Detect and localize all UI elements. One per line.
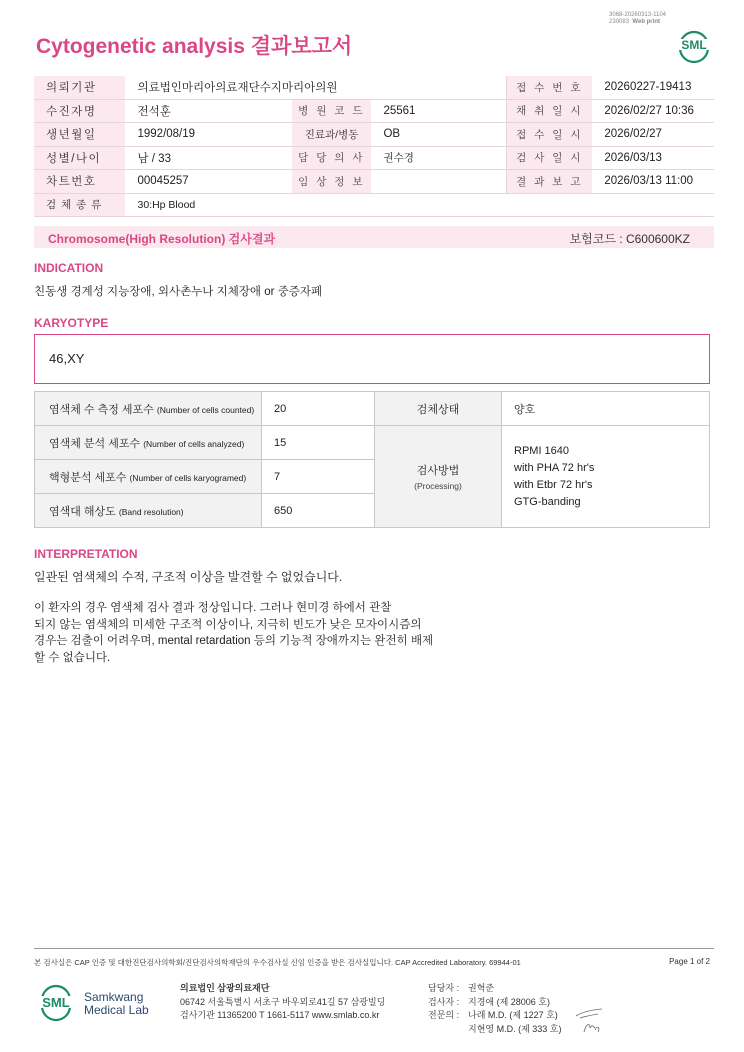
info-value: 의료법인마리아의료재단수지마리아의원 [125,76,506,99]
row-value: 7 [262,460,375,494]
test-name: Chromosome(High Resolution) 검사결과 [48,232,276,246]
info-value: 2026/02/27 10:36 [592,99,714,123]
insurance-code: 보험코드 : C600600KZ [569,232,690,246]
info-value: 20260227-19413 [592,76,714,99]
row-label [35,392,262,426]
method-value [502,426,710,528]
signature-mark [574,1008,606,1034]
row-value: 20 [262,392,375,426]
report-title: Cytogenetic analysis 결과보고서 [36,35,353,58]
accreditation-note: 본 검사실은 CAP 인증 및 대한진단검사의학회/진단검사의학재단의 우수검사실 신임 인증을 받은 검사실입니다. CAP Accredited Laboratory. 69944-01 [34,958,521,967]
info-value: 2026/03/13 11:00 [592,170,714,194]
row-label-en: (Number of cells analyzed) [143,438,245,449]
info-value: 25561 [371,99,505,123]
document-code-line1: 3068-20260313-1104 [609,12,666,18]
row-label [35,426,262,460]
indication-text: 친동생 경계성 지능장애, 외사촌누나 지체장애 or 중증자폐 [34,286,323,298]
info-value: 00045257 [125,170,291,194]
interpretation-heading: INTERPRETATION [34,547,138,561]
info-label: 수진자명 [34,99,125,123]
info-value: 30:Hp Blood [125,193,714,217]
row-label-en: (Number of cells karyogramed) [129,472,247,483]
page-number: Page 1 of 2 [669,957,710,966]
row-label-en: (Number of cells counted) [156,404,255,415]
interpretation-line: 할 수 없습니다. [34,651,111,664]
interpretation-line: 되지 않는 염색체의 미세한 구조적 이상이나, 지극히 빈도가 낮은 모자이시즘의 [34,618,422,631]
interpretation-paragraph [34,600,474,666]
info-label: 차트번호 [34,170,125,194]
staff-signature-block [428,982,561,1036]
info-row [34,99,714,123]
row-label-ko: 염색체 분석 세포수 [49,437,141,450]
method-label-en: (Processing) [414,481,462,491]
row-label [35,494,262,528]
svg-text:SML: SML [42,995,70,1010]
web-print-label: Web print [632,19,660,25]
row-label-ko: 핵형분석 세포수 [49,471,127,484]
info-label: 생년월일 [34,123,125,147]
info-row [34,76,714,99]
row-value: 15 [262,426,375,460]
specimen-status-value: 양호 [502,392,710,426]
staff-line: 전문의 : 나래 M.D. (제 1227 호) [428,1010,558,1020]
info-label: 접 수 번 호 [506,76,592,99]
document-code-line2: 230083 [609,19,630,25]
info-label: 병 원 코 드 [292,99,372,123]
row-label-en: (Band resolution) [118,506,184,517]
method-label [375,426,502,528]
indication-heading: INDICATION [34,261,104,275]
table-row [35,392,710,426]
info-label: 검 사 일 시 [506,146,592,170]
info-label: 임 상 정 보 [292,170,372,194]
row-label-ko: 염색체 수 측정 세포수 [49,403,154,416]
interpretation-line: 이 환자의 경우 염색체 검사 결과 정상입니다. 그러나 현미경 하에서 관찰 [34,602,392,614]
info-value: 2026/03/13 [592,146,714,170]
staff-line: 담당자 : 권혁준 [428,983,495,993]
info-value: OB [371,123,505,147]
info-value: 남 / 33 [125,146,291,170]
info-value: 권수경 [371,146,505,170]
lab-contact: 검사기관 11365200 T 1661-5117 www.smlab.co.kr [180,1010,380,1020]
row-value: 650 [262,494,375,528]
interpretation-summary: 일관된 염색체의 수적, 구조적 이상을 발견할 수 없었습니다. [34,570,343,584]
method-label-ko: 검사방법 [416,465,460,477]
lab-org-name: 의료법인 삼광의료재단 [180,983,270,993]
info-row [34,146,714,170]
info-value: 1992/08/19 [125,123,291,147]
interpretation-line: 경우는 검출이 어려우며, mental retardation 등의 기능적 장애까지는 완전히 배제 [34,635,434,647]
table-row [35,426,710,460]
info-label: 진료과/병동 [292,123,372,147]
logo-text: SML [681,38,707,52]
info-row [34,170,714,194]
lab-address: 06742 서울특별시 서초구 바우뫼로41길 57 삼광빌딩 [180,996,386,1007]
specimen-status-label: 검체상태 [375,392,502,426]
info-value: 전석훈 [125,99,291,123]
karyotype-value: 46,XY [49,351,85,366]
karyotype-box [34,334,710,384]
info-label: 의뢰기관 [34,76,125,99]
lab-address-block [180,982,385,1023]
info-label: 검 체 종 류 [34,193,125,217]
staff-line: 지현영 M.D. (제 333 호) [468,1023,562,1034]
method-line: RPMI 1640 [514,444,570,457]
patient-info-table [34,76,714,217]
info-label: 성별/나이 [34,146,125,170]
info-row [34,123,714,147]
info-value [371,170,505,194]
method-line: with PHA 72 hr's [514,461,595,474]
info-value: 2026/02/27 [592,123,714,147]
info-label: 채 취 일 시 [506,99,592,123]
lab-name-line2: Medical Lab [84,1003,149,1017]
cell-count-table [34,391,710,528]
staff-line: 검사자 : 지경애 (제 28006 호) [428,996,550,1007]
method-line: GTG-banding [514,495,581,508]
lab-name-line1: Samkwang [84,990,144,1004]
row-label-ko: 염색대 해상도 [49,505,116,518]
row-label [35,460,262,494]
method-line: with Etbr 72 hr's [514,478,593,491]
info-row [34,193,714,217]
info-label: 결 과 보 고 [506,170,592,194]
footer-divider [34,948,714,949]
info-label: 접 수 일 시 [506,123,592,147]
result-band [34,226,714,248]
document-code [609,12,666,26]
sml-footer-logo-icon [36,982,76,1022]
info-label: 담 당 의 사 [292,146,372,170]
karyotype-heading: KARYOTYPE [34,316,109,330]
sml-logo-icon [672,24,716,64]
